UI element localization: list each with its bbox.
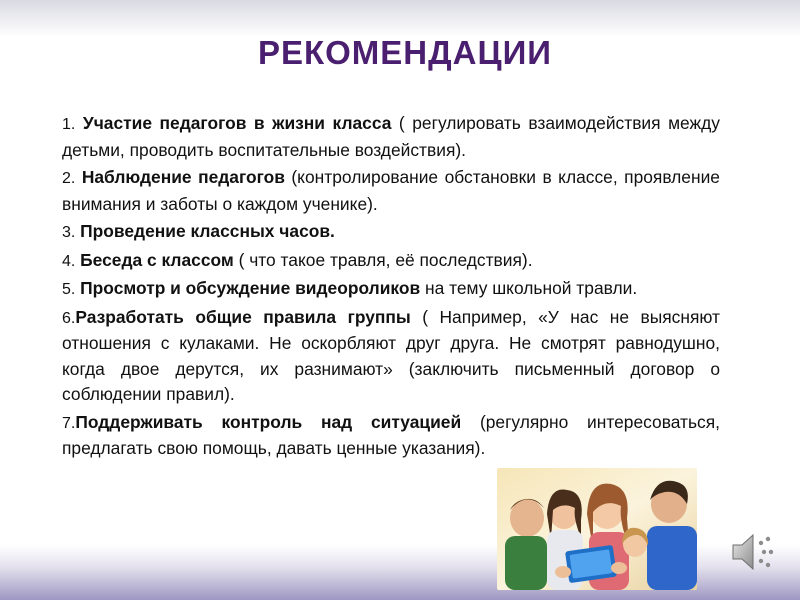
photo-illustration xyxy=(497,468,697,590)
item-heading: Наблюдение педагогов xyxy=(75,167,285,187)
item-number: 1. xyxy=(62,116,76,133)
item-description: (регулярно интересоваться, предлагать свою помощь, давать ценные указания). xyxy=(62,411,720,458)
item-heading: Поддерживать контроль над ситуацией xyxy=(75,411,462,432)
recommendation-item-7 xyxy=(62,410,720,462)
item-number: 3. xyxy=(62,224,76,241)
speaker-icon-graphic xyxy=(727,526,779,578)
recommendation-item-1 xyxy=(62,111,720,163)
item-description: ( регулировать взаимодействия между детьми, проводить воспитательные воздействия). xyxy=(62,113,721,160)
top-gradient-band xyxy=(0,0,800,38)
item-number: 5. xyxy=(62,281,76,298)
item-heading: Участие педагогов в жизни класса xyxy=(75,113,392,133)
speaker-icon[interactable] xyxy=(727,526,779,578)
item-description: ( что такое травля, её последствия). xyxy=(233,249,533,270)
item-number: 2. xyxy=(62,170,76,187)
recommendation-item-2 xyxy=(62,165,720,217)
item-heading: Разработать общие правила группы xyxy=(75,306,411,327)
item-number: 4. xyxy=(62,252,76,270)
item-heading: Беседа с классом xyxy=(75,249,234,270)
item-heading: Просмотр и обсуждение видеороликов xyxy=(75,278,421,298)
recommendation-item-6 xyxy=(62,305,720,408)
recommendation-item-5 xyxy=(62,276,720,303)
recommendation-item-3 xyxy=(62,219,720,246)
item-number: 7. xyxy=(62,414,76,432)
children-with-tablet-photo xyxy=(497,468,697,590)
recommendation-item-4 xyxy=(62,248,720,275)
item-description: ( Например, «У нас не выясняют отношения с кулаками. Не оскорбляют друг друга. Не смотрят равнодушно, когда двое дерутся, их разнимают» (заключить письменный договор о соблюдении правил). xyxy=(62,306,720,404)
slide-title: РЕКОМЕНДАЦИИ xyxy=(257,34,553,71)
item-heading: Проведение классных часов. xyxy=(75,221,335,241)
recommendations-list xyxy=(62,111,720,464)
item-description: на тему школьной травли. xyxy=(420,278,638,298)
item-number: 6. xyxy=(62,309,76,327)
item-description: (контролирование обстановки в классе, проявление внимания и заботы о каждом ученике). xyxy=(62,167,720,214)
